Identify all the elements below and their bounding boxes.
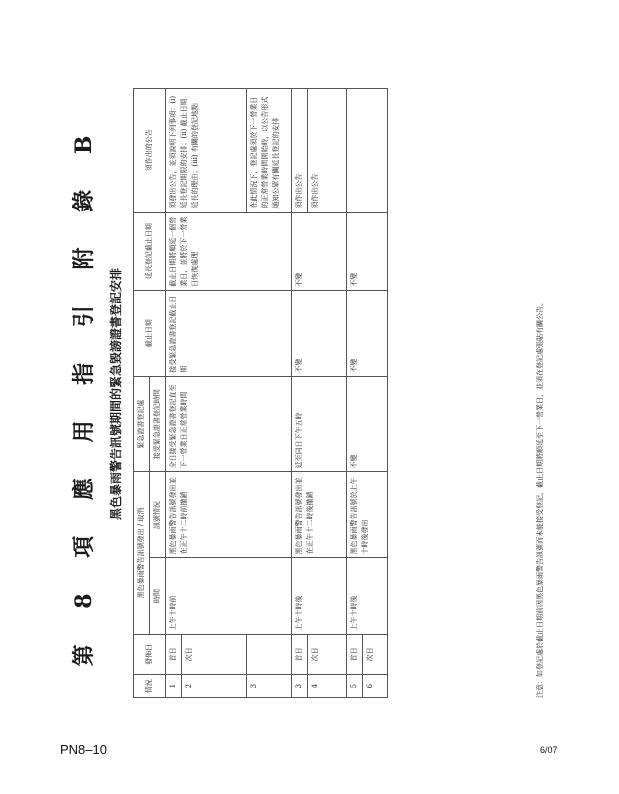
header-situation: 訊號情況 [150,472,166,558]
arrangement-table [133,88,388,698]
cell-reg-end: 不變 [292,212,347,290]
header-time: 時間 [150,558,166,634]
footer-date: 6/07 [540,745,558,755]
cell-situation: 黑色暴雨警告訊號發出並在正午十二時後撤銷 [292,472,347,558]
rotated-page [59,64,559,724]
cell-announce: 須發出公告，並須說明下列事項：(i) 延長登記期限的安排；(ii) 截止日期延長的理由；(iii) 有關的登記地點 [166,89,247,213]
cell-stage: 首日 [347,634,363,675]
header-reg-group: 緊急證書登記處 [134,376,150,472]
cell-stage: 首日 [292,634,308,675]
cell-stage [247,634,292,675]
cell-closing: 不變 [292,290,347,376]
cell-reg-time: 延至同日下午五時 [292,376,347,472]
page-title: 第 8 項 應 用 指 引 附 錄 B [71,121,97,667]
cell-closing: 接受緊急證書登記截止日期 [166,290,292,376]
cell-reg-time: 全日接受緊急證書登記直至下一營業日正常營業時間 [166,376,292,472]
cell-time: 上午十時後 [347,558,388,634]
cell-reg-time: 不變 [347,376,388,472]
cell-closing: 不變 [347,290,388,376]
cell-stage: 次日 [182,634,247,675]
cell-announce: 在此情況下，登記處須於下一營業日的正常營業時間開始時，以公告形式通知公眾有關延長登記的安排 [247,89,292,213]
cell-announce [347,89,388,213]
footer-code: PN8–10 [60,742,107,757]
cell-case: 3 [247,675,292,698]
header-signal-group: 黑色暴雨警告訊號發出 / 取消 [134,472,150,634]
table-header-row [134,89,150,698]
cell-stage: 首日 [166,634,182,675]
cell-reg-end: 不變 [347,212,388,290]
header-announce: 須作出的公告 [134,89,166,213]
cell-stage: 次日 [363,634,388,675]
cell-stage: 次日 [308,634,347,675]
cell-announce: 須作出公告 [308,89,347,213]
table-note: 注意：如登記處於截止日期前因黑色暴雨警告訊號而未能接受登記，截止日期將順延至下一營業日，並須在登記處張貼有關公告。 [536,299,544,698]
table-row [347,89,363,698]
cell-case: 1 [166,675,182,698]
header-stage: 發佈日 [134,634,166,675]
cell-case: 2 [182,675,247,698]
cell-case: 6 [363,675,388,698]
header-closing: 截止日期 [134,290,166,376]
cell-case: 5 [347,675,363,698]
cell-situation: 黑色暴雨警告訊號發出並在正午十二時前撤銷 [166,472,292,558]
cell-case: 3 [292,675,308,698]
cell-time: 上午十時前 [166,558,292,634]
cell-case: 4 [308,675,347,698]
header-case: 情況 [134,675,166,698]
cell-reg-end: 截止日期將順延一個營業日，並將於下一營業日恢復處理 [166,212,292,290]
header-reg-time: 接受緊急證書登記時間 [150,376,166,472]
cell-situation: 黑色暴雨警告訊號於上午十時後發出 [347,472,388,558]
cell-announce: 須作出公告 [292,89,308,213]
table-row [166,89,182,698]
cell-time: 上午十時後 [292,558,347,634]
table-row [292,89,308,698]
header-reg-end: 延長登記截止日期 [134,212,166,290]
page-subtitle: 黑色暴雨警告訊號期間的緊急毀謗證書登記安排 [109,268,123,521]
